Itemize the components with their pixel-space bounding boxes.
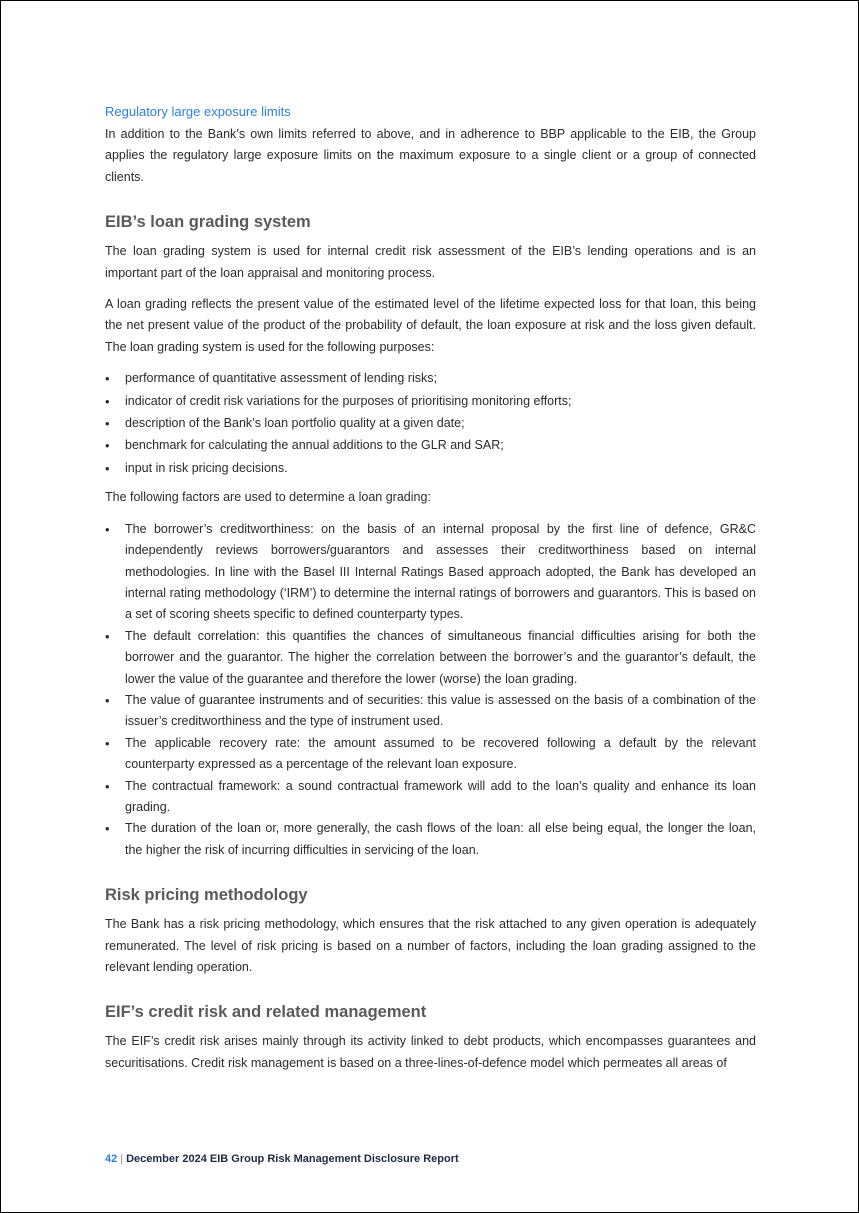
list-item: • indicator of credit risk variations for the purposes of prioritising monitoring efforts;	[105, 391, 756, 412]
page-number: 42	[105, 1153, 118, 1165]
list-item: • benchmark for calculating the annual additions to the GLR and SAR;	[105, 435, 756, 456]
factors-list	[105, 519, 756, 862]
loan-grading-heading: EIB’s loan grading system	[105, 213, 311, 232]
list-item: • The applicable recovery rate: the amount assumed to be recovered following a default by the relevant counterparty expressed as a percentage of the relevant loan exposure.	[105, 733, 756, 776]
loan-grading-paragraph-3: The following factors are used to determine a loan grading:	[105, 490, 431, 505]
risk-pricing-paragraph: The Bank has a risk pricing methodology, which ensures that the risk attached to any given operation is adequately remunerated. The level of risk pricing is based on a number of factors, including the loan grading assigned to the relevant lending operation.	[105, 917, 756, 974]
eif-credit-paragraph: The EIF’s credit risk arises mainly through its activity linked to debt products, which encompasses guarantees and securitisations. Credit risk management is based on a three-lines-of-defence model which permeates all areas of	[105, 1034, 756, 1070]
list-item: • The value of guarantee instruments and of securities: this value is assessed on the basis of a combination of the issuer’s creditworthiness and the type of instrument used.	[105, 690, 756, 733]
list-item: • The default correlation: this quantifies the chances of simultaneous financial difficulties arising for both the borrower and the guarantor. The higher the correlation between the borrower’s and the guarantor’s default, the lower the value of the guarantee and therefore the lower (worse) the loan grading.	[105, 626, 756, 690]
footer-separator: |	[120, 1153, 124, 1165]
page-footer	[105, 1153, 459, 1165]
large-exposure-paragraph: In addition to the Bank’s own limits referred to above, and in adherence to BBP applicable to the EIB, the Group applies the regulatory large exposure limits on the maximum exposure to a single client or a group of connected clients.	[105, 127, 756, 184]
risk-pricing-heading: Risk pricing methodology	[105, 886, 308, 905]
report-title: December 2024 EIB Group Risk Management Disclosure Report	[126, 1153, 459, 1165]
loan-grading-paragraph-2: A loan grading reflects the present value of the estimated level of the lifetime expected loss for that loan, this being the net present value of the product of the probability of default, the loan exposure at risk and the loss given default. The loan grading system is used for the following purposes:	[105, 297, 756, 354]
list-item: • input in risk pricing decisions.	[105, 458, 756, 479]
list-item: • The contractual framework: a sound contractual framework will add to the loan’s quality and enhance its loan grading.	[105, 776, 756, 819]
eif-credit-heading: EIF’s credit risk and related management	[105, 1003, 427, 1022]
list-item: • The borrower’s creditworthiness: on the basis of an internal proposal by the first line of defence, GR&C independently reviews borrowers/guarantors and assesses their creditworthiness based on internal methodologies. In line with the Basel III Internal Ratings Based approach adopted, the Bank has developed an internal rating methodology (‘IRM’) to determine the internal ratings of borrowers and guarantors. This is based on a set of scoring sheets specific to defined counterparty types.	[105, 519, 756, 626]
loan-grading-paragraph-1: The loan grading system is used for internal credit risk assessment of the EIB’s lending operations and is an important part of the loan appraisal and monitoring process.	[105, 244, 756, 280]
list-item: • performance of quantitative assessment of lending risks;	[105, 368, 756, 389]
large-exposure-heading: Regulatory large exposure limits	[105, 104, 291, 119]
purposes-list	[105, 368, 756, 479]
list-item: • The duration of the loan or, more generally, the cash flows of the loan: all else being equal, the longer the loan, the higher the risk of incurring difficulties in servicing of the loan.	[105, 818, 756, 861]
page-content	[105, 103, 756, 1084]
list-item: • description of the Bank’s loan portfolio quality at a given date;	[105, 413, 756, 434]
